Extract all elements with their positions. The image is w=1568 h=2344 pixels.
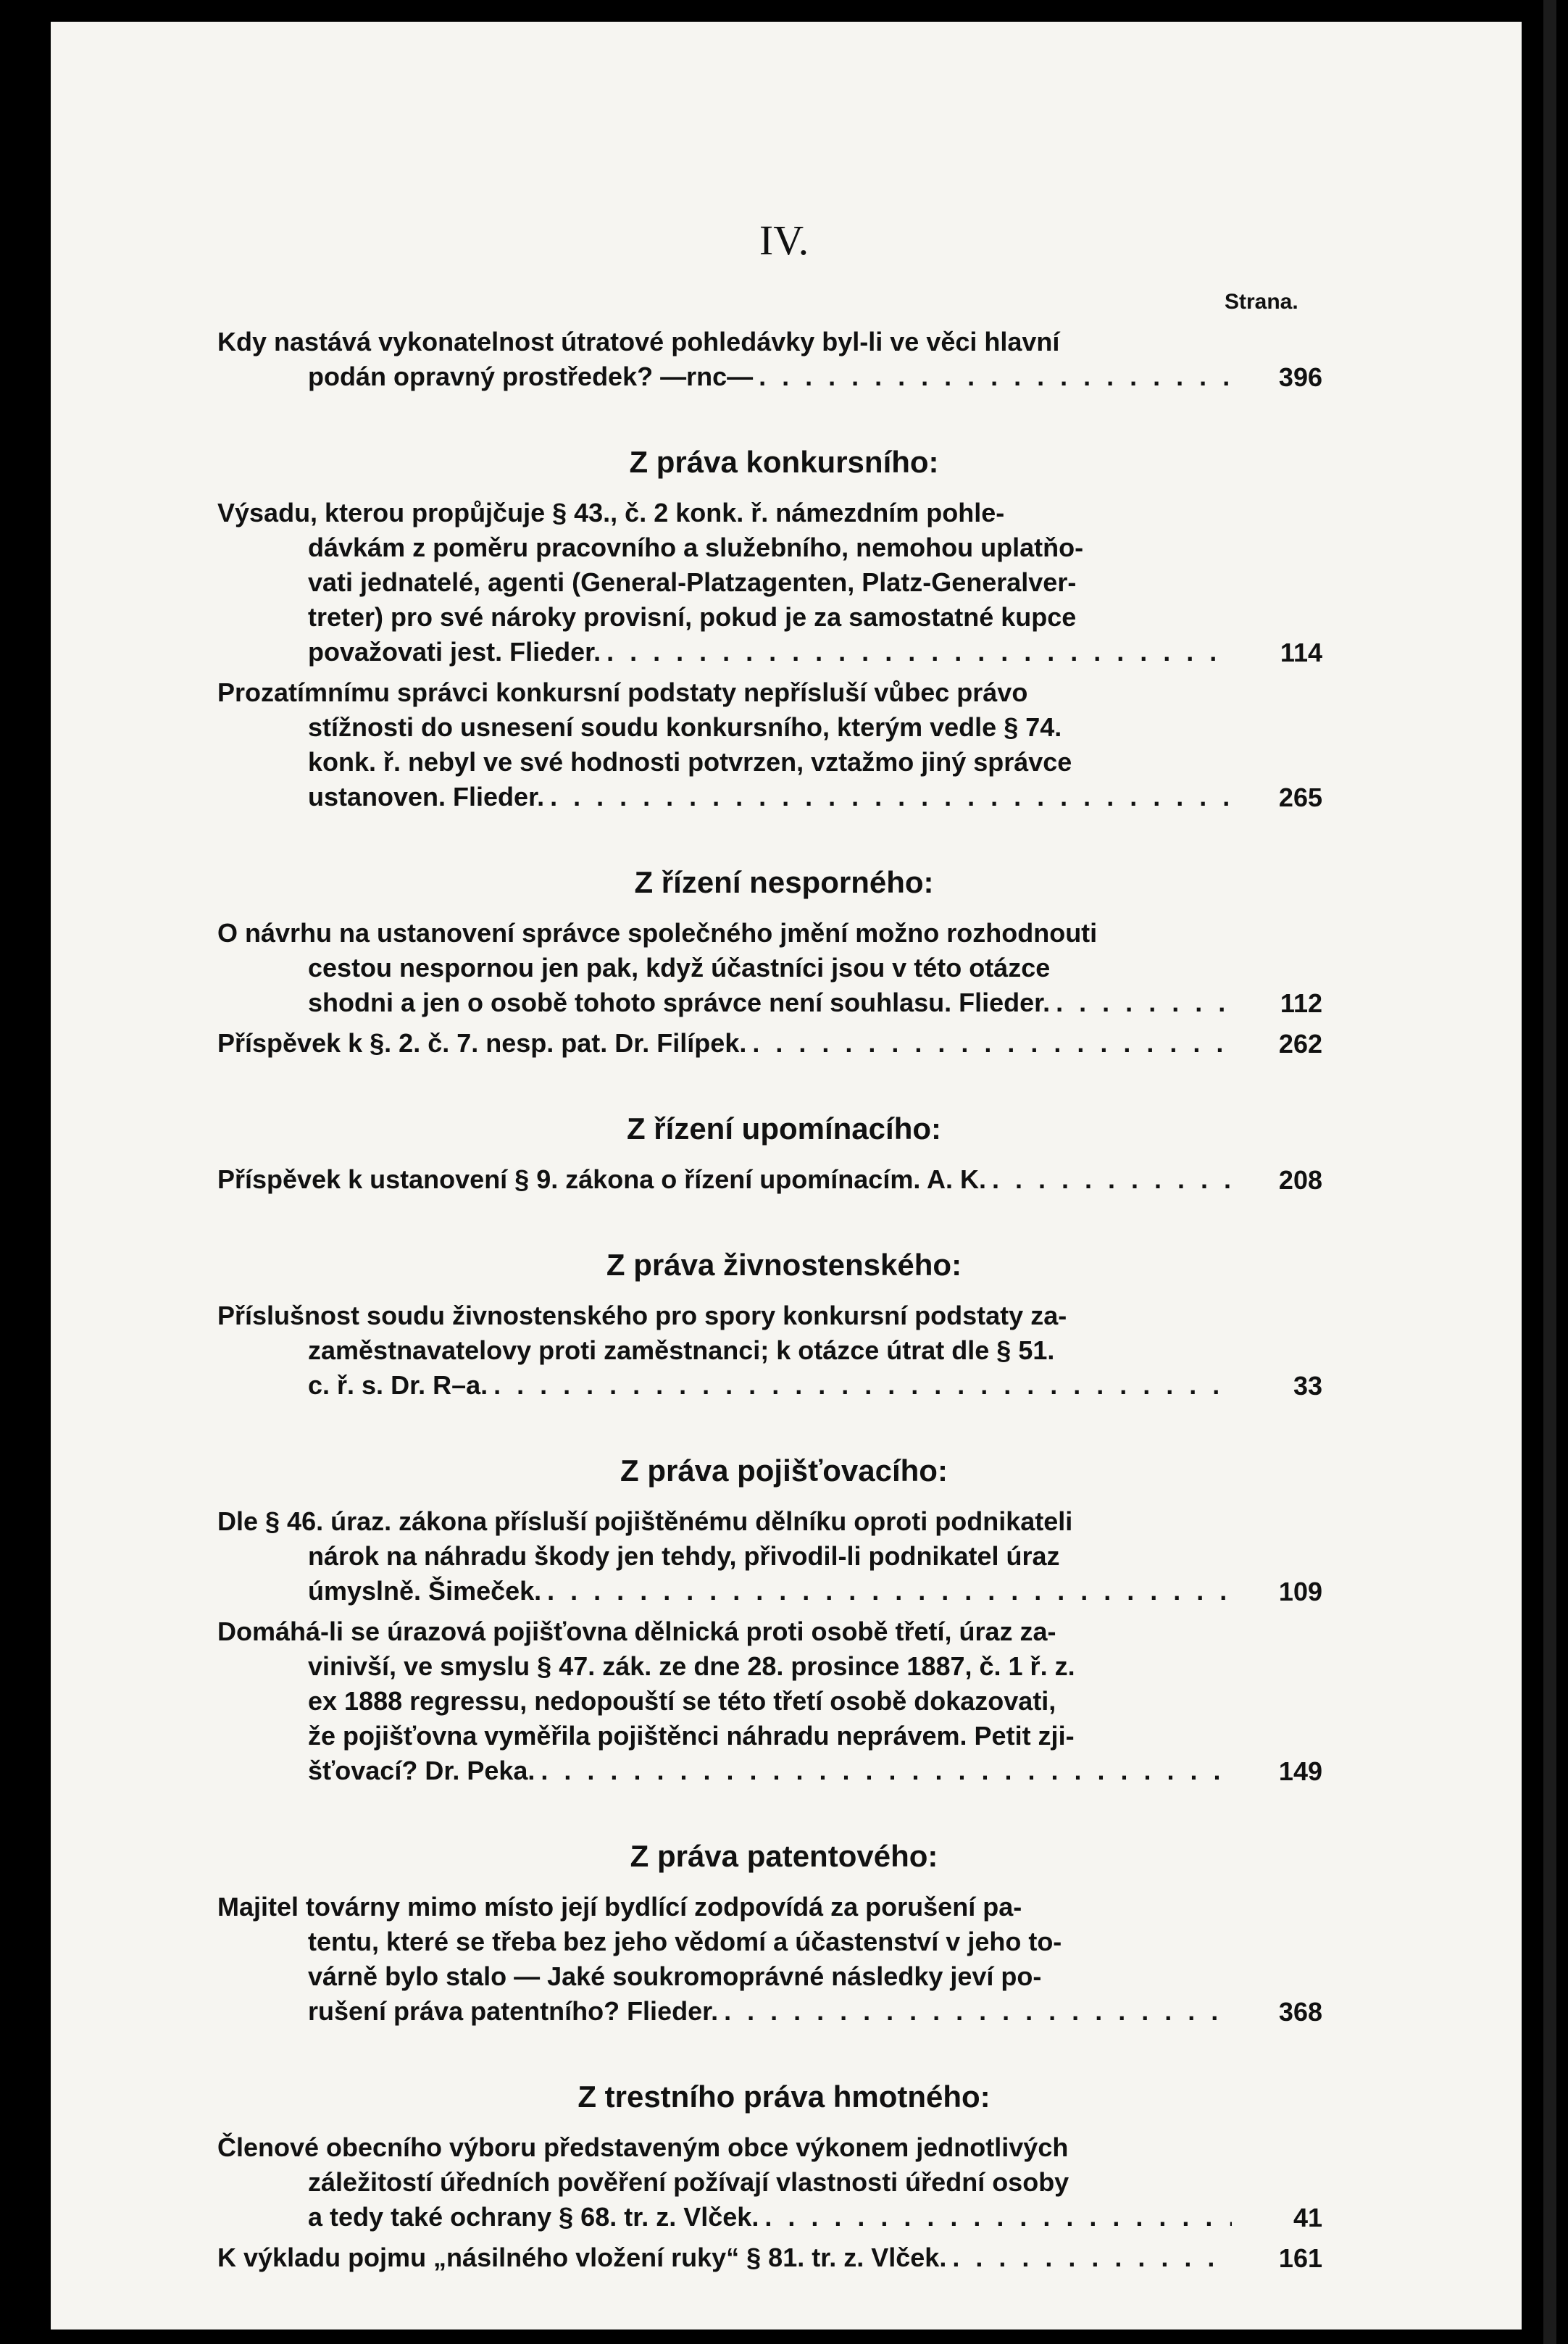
- toc-entry-line: že pojišťovna vyměřila pojištěnci náhradu neprávem. Petit zji-: [308, 1721, 1075, 1751]
- toc-entry: [217, 1614, 1232, 1788]
- leader-dots: [946, 2240, 1232, 2275]
- toc-entry-line: považovati jest. Flieder.: [308, 637, 601, 667]
- page-edge-shadow: [1543, 0, 1556, 2344]
- toc-entry-line: cestou nespornou jen pak, když účastníci jsou v této otázce: [308, 953, 1051, 983]
- toc-entry: [217, 496, 1232, 670]
- page-reference: 265: [1278, 783, 1322, 812]
- leader-dots: [753, 359, 1232, 394]
- toc-entry-line: stížnosti do usnesení soudu konkursního, kterým vedle § 74.: [308, 712, 1062, 742]
- section-heading: Z práva živnostenského:: [606, 1248, 962, 1282]
- page-reference: 109: [1278, 1577, 1322, 1606]
- toc-entry-line: K výkladu pojmu „násilného vložení ruky“ § 81. tr. z. Vlček.: [217, 2243, 947, 2272]
- leader-dots: [541, 1574, 1232, 1609]
- toc-entry-line: podán opravný prostředek? —rnc—: [308, 362, 754, 391]
- toc-entry-line: Kdy nastává vykonatelnost útratové pohledávky byl-li ve věci hlavní: [217, 327, 1060, 356]
- toc-entry-line: úmyslně. Šimeček.: [308, 1576, 542, 1606]
- page-reference: 396: [1278, 362, 1322, 392]
- section-heading: Z řízení upomínacího:: [626, 1111, 941, 1146]
- toc-entry-line: Výsadu, kterou propůjčuje § 43., č. 2 konk. ř. námezdním pohle-: [217, 498, 1005, 527]
- toc-entry: [217, 2240, 1232, 2275]
- toc-entry-line: Příspěvek k ustanovení § 9. zákona o řízení upomínacím. A. K.: [217, 1164, 986, 1194]
- section-heading: Z práva patentového:: [630, 1839, 938, 1873]
- toc-entry-line: a tedy také ochrany § 68. tr. z. Vlček.: [308, 2202, 759, 2232]
- leader-dots: [544, 780, 1232, 814]
- page-reference: 33: [1293, 1371, 1322, 1401]
- section-heading: Z práva konkursního:: [629, 445, 939, 479]
- page-reference: 41: [1293, 2203, 1322, 2232]
- leader-dots: [746, 1026, 1232, 1061]
- toc-entry-line: Majitel továrny mimo místo její bydlící zodpovídá za porušení pa-: [217, 1892, 1022, 1922]
- toc-entry: [217, 1162, 1232, 1197]
- toc-entry: [217, 1890, 1232, 2029]
- leader-dots: [718, 1994, 1232, 2029]
- toc-entry-line: Dle § 46. úraz. zákona přísluší pojištěnému dělníku oproti podnikateli: [217, 1506, 1073, 1536]
- leader-dots: [759, 2200, 1232, 2235]
- toc-entry-line: vinivší, ve smyslu § 47. zák. ze dne 28. prosince 1887, č. 1 ř. z.: [308, 1651, 1075, 1681]
- section-heading: Z řízení nesporného:: [634, 865, 934, 899]
- toc-entry-line: Členové obecního výboru představeným obce výkonem jednotlivých: [217, 2132, 1069, 2162]
- page-number: IV.: [759, 217, 809, 264]
- page-reference: 161: [1278, 2243, 1322, 2273]
- toc-entry: [217, 325, 1232, 394]
- toc-entry-line: šťovací? Dr. Peka.: [308, 1756, 535, 1785]
- section-heading: Z trestního práva hmotného:: [577, 2080, 991, 2114]
- toc-entry-line: konk. ř. nebyl ve své hodnosti potvrzen, vztažmo jiný správce: [308, 747, 1072, 777]
- leader-dots: [488, 1368, 1232, 1403]
- toc-entry-line: záležitostí úředních pověření požívají vlastnosti úřední osoby: [308, 2167, 1069, 2197]
- toc-entry: [217, 1298, 1232, 1403]
- toc-entry-line: várně bylo stalo — Jaké soukromoprávné následky jeví po-: [308, 1961, 1042, 1991]
- page-reference: 112: [1280, 988, 1322, 1018]
- toc-entry-line: treter) pro své nároky provisní, pokud je za samostatné kupce: [308, 602, 1077, 632]
- column-header-strana: Strana.: [1225, 290, 1298, 314]
- toc-entry-line: ustanoven. Flieder.: [308, 782, 545, 812]
- toc-entry-line: nárok na náhradu škody jen tehdy, přivodil-li podnikatel úraz: [308, 1541, 1060, 1571]
- leader-dots: [1050, 985, 1232, 1020]
- toc-entry-line: Domáhá-li se úrazová pojišťovna dělnická proti osobě třetí, úraz za-: [217, 1617, 1056, 1646]
- toc-entry-line: c. ř. s. Dr. R–a.: [308, 1370, 488, 1400]
- toc-entry-line: vati jednatelé, agenti (General-Platzagenten, Platz-Generalver-: [308, 567, 1077, 597]
- toc-entry: [217, 1026, 1232, 1061]
- toc-entry-line: O návrhu na ustanovení správce společného jmění možno rozhodnouti: [217, 918, 1098, 948]
- page-reference: 208: [1278, 1165, 1322, 1195]
- toc-entry-line: Příslušnost soudu živnostenského pro spory konkursní podstaty za-: [217, 1301, 1067, 1330]
- toc-entry-line: Prozatímnímu správci konkursní podstaty nepřísluší vůbec právo: [217, 677, 1028, 707]
- toc-entry: [217, 1504, 1232, 1609]
- toc-entry-line: Příspěvek k §. 2. č. 7. nesp. pat. Dr. Filípek.: [217, 1028, 747, 1058]
- toc-entry-line: zaměstnavatelovy proti zaměstnanci; k otázce útrat dle § 51.: [308, 1335, 1055, 1365]
- page-reference: 149: [1278, 1756, 1322, 1786]
- toc-entry-line: shodni a jen o osobě tohoto správce není souhlasu. Flieder.: [308, 988, 1051, 1017]
- toc-entry: [217, 2130, 1232, 2235]
- toc-entry-line: dávkám z poměru pracovního a služebního, nemohou uplatňo-: [308, 533, 1084, 562]
- leader-dots: [535, 1753, 1232, 1788]
- toc-entry-line: ex 1888 regressu, nedopouští se této třetí osobě dokazovati,: [308, 1686, 1056, 1716]
- toc-entry-line: tentu, které se třeba bez jeho vědomí a účastenství v jeho to-: [308, 1927, 1062, 1956]
- toc-entry-line: rušení práva patentního? Flieder.: [308, 1996, 719, 2026]
- page-reference: 114: [1280, 638, 1322, 667]
- page-reference: 368: [1278, 1997, 1322, 2027]
- leader-dots: [601, 635, 1232, 670]
- toc-entry: [217, 675, 1232, 814]
- page-reference: 262: [1278, 1029, 1322, 1059]
- toc-entry: [217, 916, 1232, 1020]
- section-heading: Z práva pojišťovacího:: [620, 1453, 948, 1488]
- leader-dots: [986, 1162, 1232, 1197]
